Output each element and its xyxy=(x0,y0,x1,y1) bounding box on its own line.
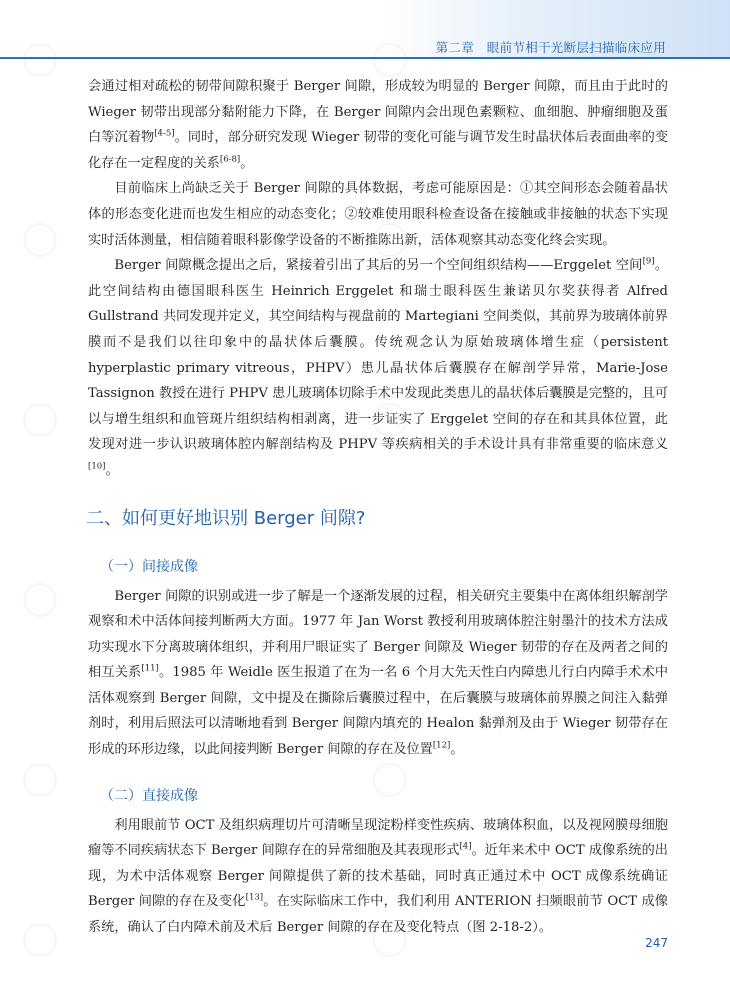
body-paragraph: 会通过相对疏松的韧带间隙积聚于 Berger 间隙，形成较为明显的 Berger 间隙，而且由于此时的 Wieger 韧带出现部分黏附能力下降，在 Berger 间隙内会出现色素颗粒、血细胞、肿瘤细胞及蛋白等沉着物[4-5]。同时，部分研究发现 Wieger 韧带的变化可能与调节发生时晶状体后表面曲率的变化存在一定程度的关系[6-8]。 xyxy=(88,79,669,171)
body-paragraph: Berger 间隙概念提出之后，紧接着引出了其后的另一个空间组织结构——Erggelet 空间[9]。此空间结构由德国眼科医生 Heinrich Erggelet 和瑞士眼科医生兼诺贝尔奖获得者 Alfred Gullstrand 共同发现并定义，其空间结构与视盘前的 Martegiani 空间类似，其前界为玻璃体前界膜而不是我们以往印象中的晶状体后囊膜。传统观念认为原始玻璃体增生症（persistent hyperplastic primary vitreous，PHPV）患儿晶状体后囊膜存在解剖学异常，Marie-Jose Tassignon 教授在进行 PHPV 患儿玻璃体切除手术中发现此类患儿的晶状体后囊膜是完整的，且可以与增生组织和血管斑片组织结构相剥离，进一步证实了 Erggelet 空间的存在和其具体位置，此发现对进一步认识玻璃体腔内解剖结构及 PHPV 等疾病相关的手术设计具有非常重要的临床意义[10]。 xyxy=(88,256,669,478)
subsection-heading-direct: （二）直接成像 xyxy=(100,787,198,804)
citation: [12] xyxy=(432,740,451,751)
citation: [4-5] xyxy=(154,128,175,139)
page-body xyxy=(88,74,668,941)
body-paragraph: 利用眼前节 OCT 及组织病理切片可清晰呈现淀粉样变性疾病、玻璃体积血，以及视网膜母细胞瘤等不同疾病状态下 Berger 间隙存在的异常细胞及其表现形式[4]。近年来术中 OCT 成像系统的出现，为术中活体观察 Berger 间隙提供了新的技术基础，同时真正通过术中 OCT 成像系统确证 Berger 间隙的存在及变化[13]。在实际临床工作中，我们利用 ANTERION 扫频眼前节 OCT 成像系统，确认了白内障术前及术后 Berger 间隙的存在及变化特点（图 2-18-2）。 xyxy=(88,817,668,936)
citation: [13] xyxy=(245,893,264,904)
citation: [10] xyxy=(88,461,106,472)
body-paragraph: Berger 间隙的识别或进一步了解是一个逐渐发展的过程，相关研究主要集中在离体组织解剖学观察和术中活体间接判断两大方面。1977 年 Jan Worst 教授利用玻璃体腔注射墨汁的技术方法成功实现水下分离玻璃体组织，并利用尸眼证实了 Berger 间隙及 Wieger 韧带的存在及两者之间的相互关系[11]。1985 年 Weidle 医生报道了在为一名 6 个月大先天性白内障患儿行白内障手术术中活体观察到 Berger 间隙，文中提及在撕除后囊膜过程中，在后囊膜与玻璃体前界膜之间注入黏弹剂时，利用后照法可以清晰地看到 Berger 间隙内填充的 Healon 黏弹剂及由于 Wieger 韧带存在形成的环形边缘，以此间接判断 Berger 间隙的存在及位置[12]。 xyxy=(88,588,669,758)
citation: [11] xyxy=(141,663,159,674)
body-paragraph: 目前临床上尚缺乏关于 Berger 间隙的具体数据，考虑可能原因是：①其空间形态会随着晶状体的形态变化进而也发生相应的动态变化；②较难使用眼科检查设备在接触或非接触的状态下实现实时活体测量，相信随着眼科影像学设备的不断推陈出新，活体观察其动态变化终会实现。 xyxy=(88,181,668,248)
citation: [4] xyxy=(459,841,472,852)
running-head: 第二章 眼前节相干光断层扫描临床应用 xyxy=(435,40,666,55)
subsection-heading-indirect: （一）间接成像 xyxy=(100,558,198,575)
citation: [6-8] xyxy=(219,154,241,165)
header-rule xyxy=(0,57,730,59)
citation: [9] xyxy=(642,256,655,267)
section-heading: 二、如何更好地识别 Berger 间隙? xyxy=(86,507,366,529)
page-number: 247 xyxy=(645,936,668,950)
